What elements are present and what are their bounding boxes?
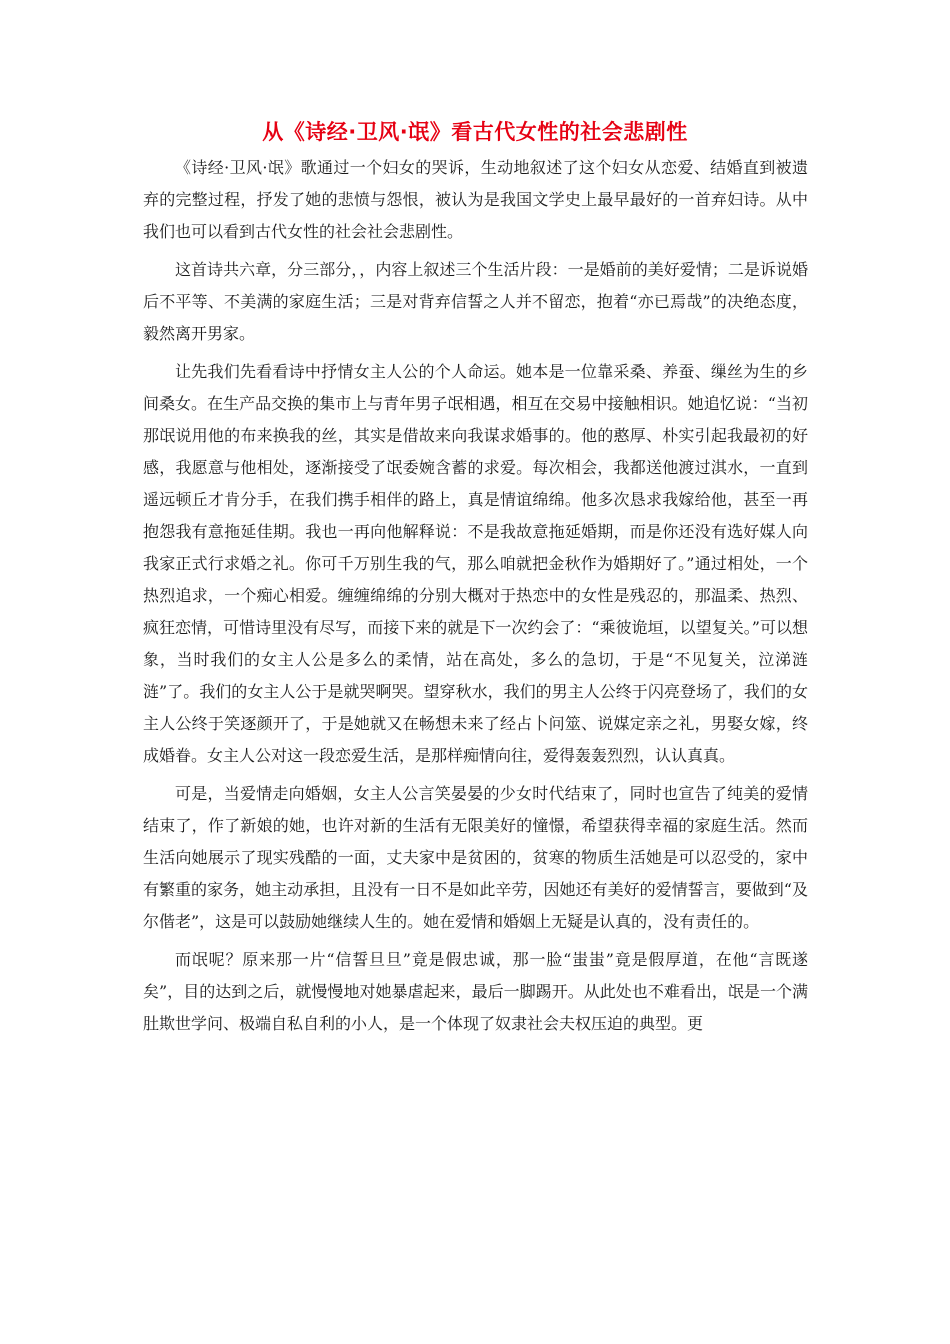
paragraph-1: 《诗经·卫风·氓》歌通过一个妇女的哭诉，生动地叙述了这个妇女从恋爱、结婚直到被遗弃的完整过程，抒发了她的悲愤与怨恨，被认为是我国文学史上最早最好的一首弃妇诗。从中我们也可以看到古代女性的社会社会悲剧性。 [143, 158, 808, 241]
document-body [143, 152, 808, 1046]
paragraph-5: 而氓呢？原来那一片“信誓旦旦”竟是假忠诚，那一脸“蚩蚩”竟是假厚道，在他“言既遂矣”，目的达到之后，就慢慢地对她暴虐起来，最后一脚踢开。从此处也不难看出，氓是一个满肚欺世学问、极端自私自利的小人，是一个体现了奴隶社会夫权压迫的典型。更 [143, 950, 808, 1033]
document-title: 从《诗经·卫风·氓》看古代女性的社会悲剧性 [262, 120, 688, 144]
paragraph-3: 让先我们先看看诗中抒情女主人公的个人命运。她本是一位靠采桑、养蚕、缫丝为生的乡间桑女。在生产品交换的集市上与青年男子氓相遇，相互在交易中接触相识。她追忆说：“当初那氓说用他的布来换我的丝，其实是借故来向我谋求婚事的。他的憨厚、朴实引起我最初的好感，我愿意与他相处，逐渐接受了氓委婉含蓄的求爱。每次相会，我都送他渡过淇水，一直到遥远顿丘才肯分手，在我们携手相伴的路上，真是情谊绵绵。他多次恳求我嫁给他，甚至一再抱怨我有意拖延佳期。我也一再向他解释说：不是我故意拖延婚期，而是你还没有选好媒人向我家正式行求婚之礼。你可千万别生我的气，那么咱就把金秋作为婚期好了。”通过相处，一个热烈追求，一个痴心相爱。缠缠绵绵的分别大概对于热恋中的女性是残忍的，那温柔、热烈、疯狂恋情，可惜诗里没有尽写，而接下来的就是下一次约会了：“乘彼诡垣，以望复关。”可以想象，当时我们的女主人公是多么的柔情，站在高处，多么的急切，于是“不见复关，泣涕涟涟”了。我们的女主人公于是就哭啊哭。望穿秋水，我们的男主人公终于闪亮登场了，我们的女主人公终于笑逐颜开了，于是她就又在畅想未来了经占卜问筮、说媒定亲之礼，男娶女嫁，终成婚眷。女主人公对这一段恋爱生活，是那样痴情向往，爱得轰轰烈烈，认认真真。 [143, 362, 808, 765]
paragraph-2: 这首诗共六章，分三部分，，内容上叙述三个生活片段：一是婚前的美好爱情；二是诉说婚后不平等、不美满的家庭生活；三是对背弃信誓之人并不留恋，抱着“亦已焉哉”的决绝态度，毅然离开男家。 [143, 260, 808, 343]
paragraph-4: 可是，当爱情走向婚姻，女主人公言笑晏晏的少女时代结束了，同时也宣告了纯美的爱情结束了，作了新娘的她，也许对新的生活有无限美好的憧憬，希望获得幸福的家庭生活。然而生活向她展示了现实残酷的一面，丈夫家中是贫困的，贫寒的物质生活她是可以忍受的，家中有繁重的家务，她主动承担，且没有一日不是如此辛劳，因她还有美好的爱情誓言，要做到“及尔偕老”，这是可以鼓励她继续人生的。她在爱情和婚姻上无疑是认真的，没有责任的。 [143, 784, 808, 931]
